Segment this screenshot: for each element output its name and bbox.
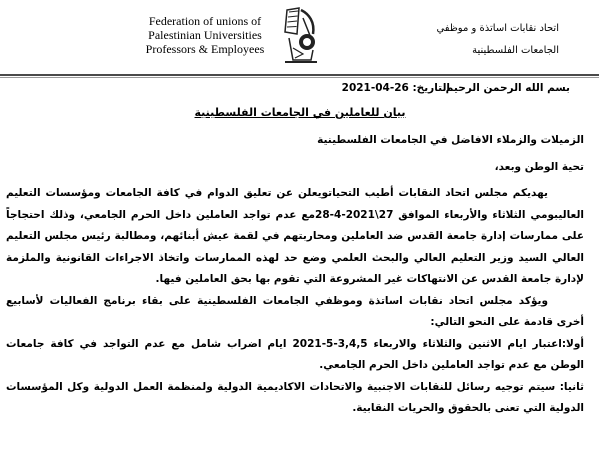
basmala: بسم الله الرحمن الرحيم — [445, 82, 570, 94]
date-label: التاريخ: — [412, 82, 450, 94]
document-date — [342, 82, 450, 94]
document-body — [6, 130, 584, 420]
letterhead-english-line: Palestinian Universities — [148, 28, 262, 42]
letterhead-english-line: Professors & Employees — [145, 42, 265, 56]
header-divider — [0, 74, 599, 76]
letterhead-english-line: Federation of unions of — [148, 14, 262, 28]
body-paragraph: يهديكم مجلس اتحاد النقابات أطيب التحياتويعلن عن تعليق الدوام في كافة الجامعات ومؤسسات التعليم العاليبومي الثلاثاء والأربعاء الموافق 27\2021-4-28مع عدم تواجد العاملين داخل الحرم الجامعي، وذلك احتجاجاً على ممارسات إدارة جامعة القدس ضد العاملين ومحاربتهم في لقمة عيش أبنائهم، ومطالبة رئيس مجلس التعليم العالي السيد وزير التعليم العالي والبحث العلمي وضع حد لهذه الممارسات واتخاذ الاجراءات القانونية والملزمة لإدارة جامعة القدس عن الانتهاكات غير المشروعة التي تقوم بها بحق العاملين فيها. — [6, 187, 584, 285]
federation-emblem-icon — [279, 4, 323, 66]
body-paragraph: ثانيا: سيتم توجيه رسائل للنقابات الاجنبية والاتحادات الاكاديمية الدولية ولمنظمة العمل الدولية وكل المؤسسات الدولية التي تعنى بالحقوق والحريات النقابية. — [6, 380, 584, 414]
letterhead-english — [130, 14, 280, 56]
letterhead-arabic-line: الجامعات الفلسطينية — [472, 45, 559, 56]
body-paragraph: أولا:اعتبار ايام الاثنين والثلاثاء والاربعاء 3,4,5-5-2021 ايام اضراب شامل مع عدم التواجد في كافة جامعات الوطن مع عدم تواجد العاملين داخل الحرم الجامعي. — [6, 337, 584, 371]
date-value: 2021-04-26 — [341, 82, 409, 94]
header-divider-thin — [0, 77, 599, 78]
date-line — [80, 82, 570, 98]
letterhead-arabic-line: اتحاد نقابات اساتذة و موظفي — [436, 23, 559, 34]
body-paragraph: ويؤكد مجلس اتحاد نقابات اساتذة وموظفي الجامعات الفلسطينية على بقاء برنامج الفعاليات لأسابيع أخرى قادمة على النحو التالي: — [6, 294, 584, 328]
greeting: تحية الوطن وبعد، — [494, 160, 584, 173]
salutation: الزميلات والزملاء الافاضل في الجامعات الفلسطينية — [317, 134, 584, 146]
document-title: بيان للعاملين في الجامعات الفلسطينية — [194, 106, 406, 119]
letterhead-arabic — [399, 18, 559, 62]
